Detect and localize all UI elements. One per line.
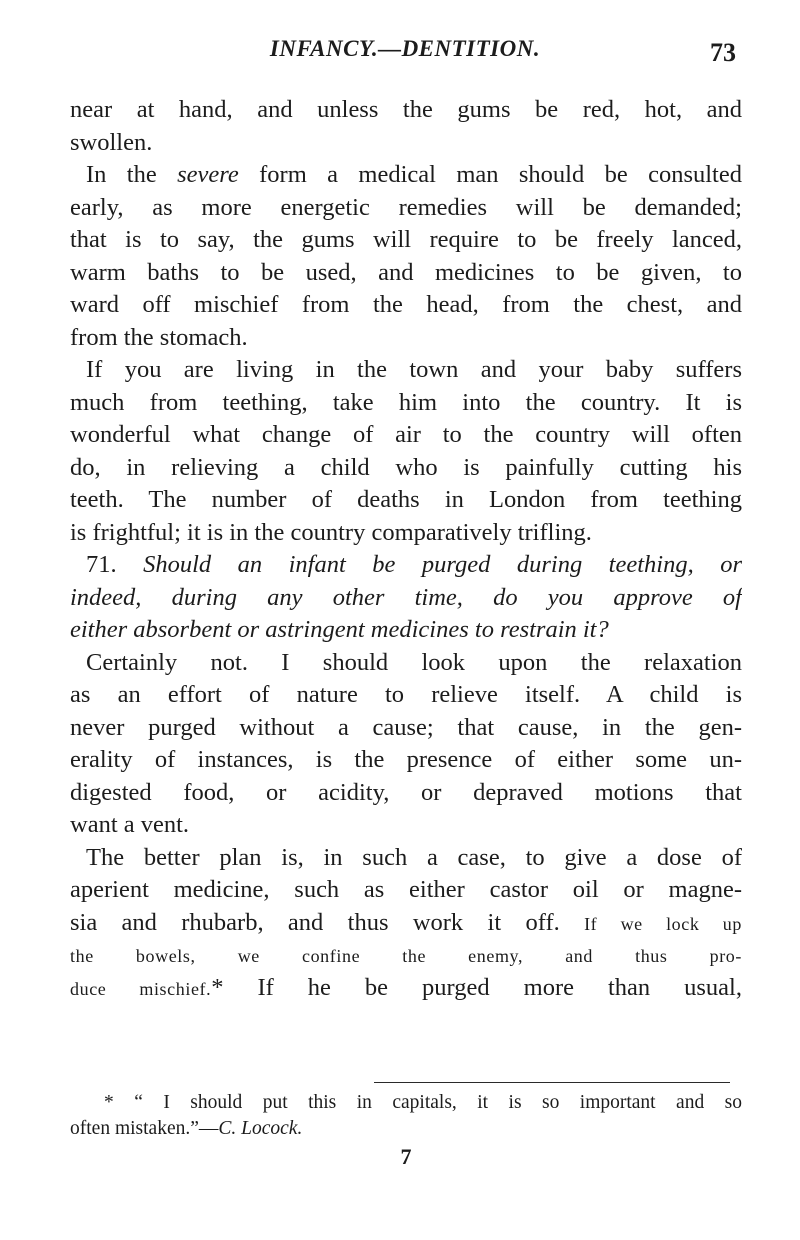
- text-line: Certainly not. I should look upon the relaxation: [86, 648, 742, 676]
- text-line: ward off mischief from the head, from the chest, and: [70, 291, 742, 318]
- footnote-line: often mistaken.”—C. Locock.: [70, 1118, 303, 1139]
- footnote: [70, 1090, 742, 1142]
- text-line: digested food, or acidity, or depraved motions that: [70, 778, 742, 806]
- text-line: swollen.: [70, 128, 153, 156]
- section-question: 71. Should an infant be purged during teething, or: [86, 551, 742, 578]
- text-line: is frightful; it is in the country comparatively trifling.: [70, 518, 592, 546]
- text-line: sia and rhubarb, and thus work it off. If we lock up: [70, 908, 742, 936]
- text-line: want a vent.: [70, 811, 190, 838]
- text-line: In the severe form a medical man should be consulted: [86, 161, 742, 188]
- text-line: much from teething, take him into the country. It is: [70, 388, 742, 416]
- text-line: never purged without a cause; that cause, in the gen-: [70, 713, 742, 741]
- footnote-rule: [374, 1082, 730, 1083]
- text-line: teeth. The number of deaths in London from teething: [70, 486, 742, 513]
- text-line: from the stomach.: [70, 323, 248, 351]
- text-line: The better plan is, in such a case, to give a dose of: [86, 843, 742, 871]
- text-line: duce mischief.* If he be purged more than usual,: [70, 973, 742, 1001]
- running-title: INFANCY.—DENTITION.: [269, 36, 541, 61]
- text-line: wonderful what change of air to the country will often: [70, 421, 742, 448]
- text-line: that is to say, the gums will require to be freely lanced,: [70, 226, 742, 253]
- text-line: as an effort of nature to relieve itself. A child is: [70, 681, 742, 708]
- signature-mark: 7: [400, 1144, 412, 1169]
- text-line: If you are living in the town and your baby suffers: [86, 356, 742, 383]
- text-line: warm baths to be used, and medicines to be given, to: [70, 258, 742, 286]
- text-line: the bowels, we confine the enemy, and thus pro-: [70, 946, 742, 966]
- text-line: early, as more energetic remedies will be demanded;: [70, 193, 742, 221]
- running-head: [70, 36, 740, 76]
- body-text: [70, 94, 742, 1004]
- section-question: indeed, during any other time, do you approve of: [70, 583, 742, 611]
- text-line: erality of instances, is the presence of either some un-: [70, 746, 742, 773]
- footnote-line: * “ I should put this in capitals, it is so important and so: [104, 1092, 742, 1113]
- text-line: aperient medicine, such as either castor oil or magne-: [70, 876, 742, 903]
- section-question: either absorbent or astringent medicines to restrain it?: [70, 616, 609, 643]
- text-line: near at hand, and unless the gums be red, hot, and: [70, 96, 742, 123]
- text-line: do, in relieving a child who is painfully cutting his: [70, 453, 742, 481]
- page-number: 73: [710, 38, 736, 67]
